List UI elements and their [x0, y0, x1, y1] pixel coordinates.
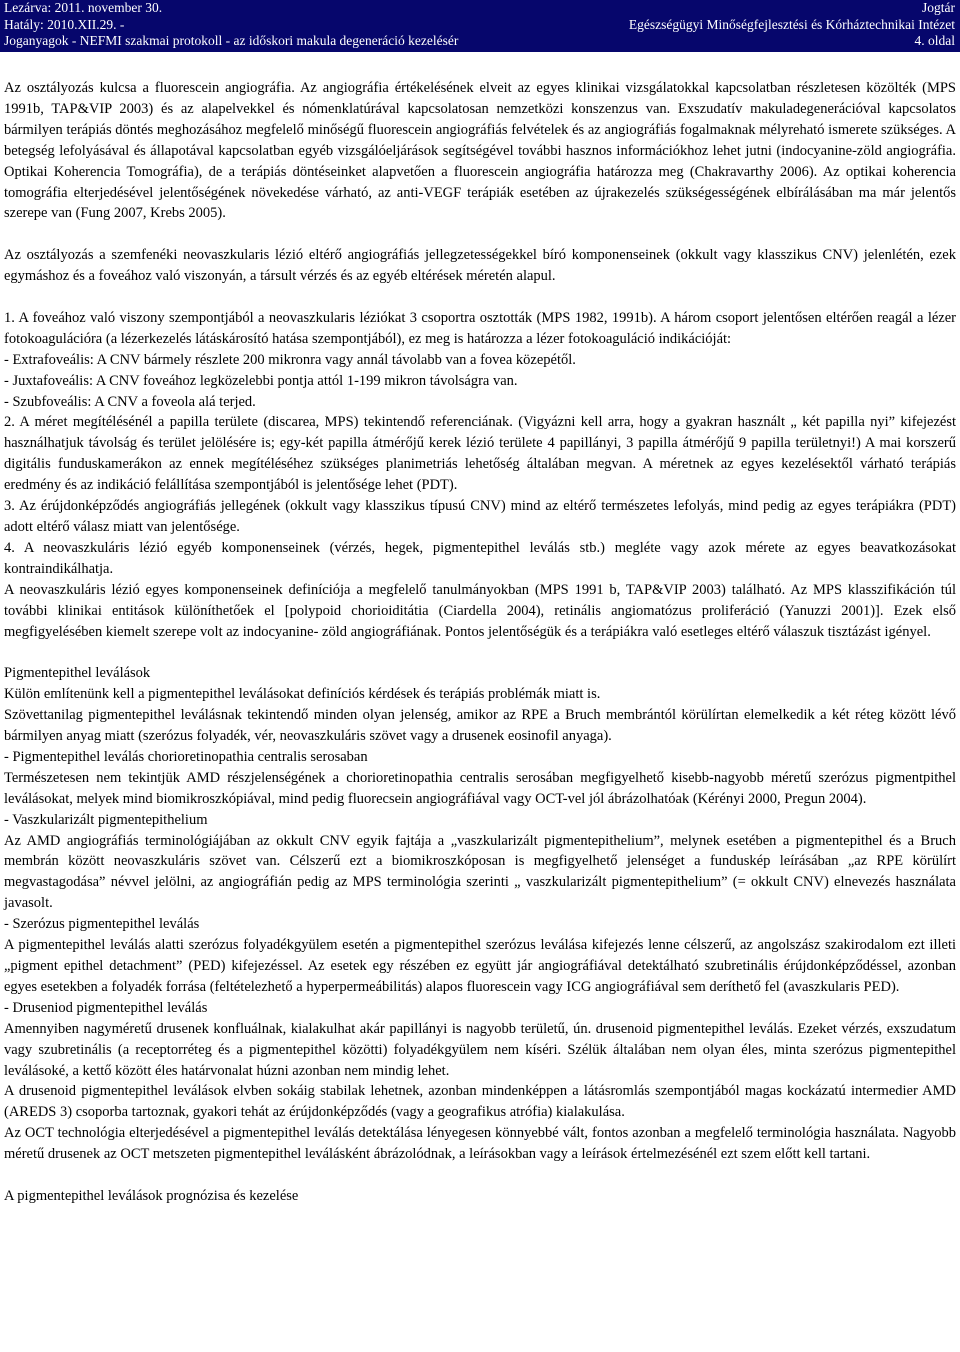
paragraph: Szövettanilag pigmentepithel leválásnak tekintendő minden olyan jelenség, amikor az RPE a Bruch membrántól körülírtan elemelkedik a két réteg között lévő bármilyen anyag miatt (szerózus folyadék, vér, neovaszkuláris szövet vagy a drusenek eosinofil anyaga). [4, 707, 956, 745]
publisher-name: Jogtár [922, 0, 955, 15]
document-body [4, 78, 956, 1207]
header-left [4, 0, 458, 50]
paragraph: A pigmentepithel leválás alatti szerózus folyadékgyülem esetén a pigmentepithel szerózus leválása kifejezés lenne célszerű, az angolszász szakirodalom ezt illeti „pigment epithel detachment” (PED) kifejezéssel. Az esetek egy részében ez együtt jár angiográfiával detektálható szubretinális érújdonképződéssel, azonban egyes esetekben a folyadék forrása (feltételezhető a hyperpermeábilitás) alapos fluorescein vagy ICG angiográfiával sem deríthető fel (avaszkularis PED). [4, 937, 956, 995]
list-item: - Extrafoveális: A CNV bármely részlete 200 mikronra vagy annál távolabb van a fovea közepétől. [4, 351, 576, 368]
subheading: - Szerózus pigmentepithel leválás [4, 916, 200, 933]
subheading: - Vaszkularizált pigmentepithelium [4, 811, 208, 828]
document-title: Joganyagok - NEFMI szakmai protokoll - az időskori makula degeneráció kezelésér [4, 33, 459, 48]
page-number: 4. oldal [914, 33, 955, 48]
section-heading: Pigmentepithel leválások [4, 665, 151, 682]
paragraph: Az osztályozás a szemfenéki neovaszkularis lézió eltérő angiográfiás jellegzetességekkel bíró komponenseinek (okkult vagy klasszikus CNV) jelenlétén, ezek egymáshoz és a foveához való viszonyán, a társult vérzés és az egyéb eltérések méretén alapul. [4, 247, 956, 285]
header-right [629, 0, 955, 50]
paragraph: Az OCT technológia elterjedésével a pigmentepithel leválás detektálása lényegesen könnyebbé vált, fontos azonban a megfelelő terminológia használata. Nagyobb méretű drusenek az OCT metszeten pigmentepithel leválásként ábrázolódnak, a leírásokban vagy a leírások értelmezésénél ezt szem előtt kell tartani. [4, 1125, 956, 1163]
paragraph: Külön említenünk kell a pigmentepithel leválásokat definíciós kérdések és terápiás problémák miatt is. [4, 686, 601, 703]
subheading: - Druseniod pigmentepithel leválás [4, 999, 208, 1016]
paragraph: Az osztályozás kulcsa a fluorescein angiográfia. Az angiográfia értékelésének elveit az egyes klinikai vizsgálatokkal kapcsolatban részletesen közölték (MPS 1991b, TAP&VIP 2003) és az alapelvekkel és nómenklatúrával kapcsolatosan nemzetközi konszenzus van. Exszudatív makuladegenerációval kapcsolatos bármilyen terápiás döntés meghozásához megfelelő minőségű fluorescein angiográfiás felvételek és az angiográfiás fogalmaknak mélyreható ismerete szükséges. A betegség lefolyásával és állapotával kapcsolatban egyéb vizsgálóeljárások segítségével további hasznos információkhoz lehet jutni (indocyanine-zöld angiográfia. Optikai Koherencia Tomográfia), de a terápiás döntéseinket alapvetően a fluorescein angiográfia határozza meg (Chakravarthy 2006). Az optikai koherencia tomográfia elterjedésével jelentőségének növekedése várható, az anti-VEGF terápiák esetében az újrakezelés szükségességének elbírálásában ma már jelentős szerepe van (Fung 2007, Krebs 2005). [4, 80, 956, 222]
paragraph: 3. Az érújdonképződés angiográfiás jellegének (okkult vagy klasszikus típusú CNV) mind az eltérő természetes lefolyás, mind pedig az egyes terápiákra (PDT) adott eltérő válasz miatt van jelentősége. [4, 498, 956, 535]
closing-date: Lezárva: 2011. november 30. [4, 0, 163, 15]
list-item: - Juxtafoveális: A CNV foveához legközelebbi pontja attól 1-199 mikron távolságra van. [4, 372, 518, 389]
institute-name: Egészségügyi Minőségfejlesztési és Kórháztechnikai Intézet [628, 16, 955, 32]
effective-date: Hatály: 2010.XII.29. - [4, 16, 125, 32]
subheading: - Pigmentepithel leválás chorioretinopathia centralis serosaban [4, 748, 368, 765]
paragraph: Természetesen nem tekintjük AMD részjelenségének a chorioretinopathia centralis serosában megfigyelhető kisebb-nagyobb méretű szerózus pigmentpithel leválásokat, melyek mind biomikroszkópiával, mind pedig fluorecsein angiográfiával vagy OCT-vel jól ábrázolhatóak (Kérényi 2000, Pregun 2004). [4, 769, 956, 807]
list-item: - Szubfoveális: A CNV a foveola alá terjed. [4, 393, 256, 410]
paragraph: 4. A neovaszkuláris lézió egyéb komponenseinek (vérzés, hegek, pigmentepithel leválás stb.) megléte vagy azok mérete az egyes beavatkozásokat kontraindikálhatja. [4, 539, 956, 577]
paragraph: A drusenoid pigmentepithel leválások elvben sokáig stabilak lehetnek, azonban mindenképpen a látásromlás szempontjából magas kockázatú intermedier AMD (AREDS 3) csoporba tartoznak, gyakori tehát az érújdonképződés (vagy a geografikus atrófia) kialakulása. [4, 1083, 956, 1121]
paragraph: Az AMD angiográfiás terminológiájában az okkult CNV egyik fajtája a „vaszkularizált pigmentepithelium”, melynek esetében a pigmentepithel és a Bruch membrán között neovaszkuláris szövet van. Célszerű ezt a biomikroszkóposan is megfigyelhető jelenséget a funduskép leírásában „az RPE körülírt megvastagodása” névvel jelölni, az angiográfián pedig az MPS terminológia szerinti „ vaszkularizált pigmentepithelium” (= okkult CNV) elnevezés használata javasolt. [4, 832, 956, 912]
section-heading: A pigmentepithel leválások prognózisa és kezelése [4, 1187, 299, 1204]
document-header [0, 0, 960, 52]
paragraph: 1. A foveához való viszony szempontjából a neovaszkularis léziókat 3 csoportra osztották (MPS 1982, 1991b). A három csoport jelentősen eltérően reagál a lézer fotokoagulációra (a lézerkezelés látáskárosító hatása szempontjából), ez meg is határozza a lézer fotokoaguláció indikációját: [4, 309, 956, 347]
paragraph: 2. A méret megítélésénél a papilla területe (discarea, MPS) tekintendő referenciának. (Vigyázni kell arra, hogy a gyakran használt „ két papilla nyi” kifejezést használhatjuk távolság és terület jelölésére is; egy-két papilla átmérőjű kerek lézió területe 4 papillányi, 3 papilla átmérőjű 9 papilla területnyi!) A mai korszerű digitális funduskamerákon az ennek megítéléséhez szükséges planimetriás lehetőség általában megvan. A méretnek az egyes kezelésektől várható terápiás eredmény és az indikáció felállítása szempontjából is jelentősége lehet (PDT). [4, 414, 956, 494]
paragraph: A neovaszkuláris lézió egyes komponenseinek definíciója a megfelelő tanulmányokban (MPS 1991 b, TAP&VIP 2003) található. Az MPS klasszifikáción túl további klinikai entitások különíthetőek el [polypoid chorioiditátia (Ciardella 2004), retinális angiomatózus proliferáció (Yanuzzi 2001)]. Ezek első megfigyelésében kiemelt szerepe volt az indocyanine- zöld angiográfiának. Pontos jelentőségük és a terápiákra való esetleges eltérő válaszuk tisztázást igényel. [4, 581, 956, 640]
paragraph: Amennyiben nagyméretű drusenek konfluálnak, kialakulhat akár papillányi is nagyobb területű, ún. drusenoid pigmentepithel leválás. Ezeket vérzés, exszudatum vagy szubretinális (a receptorréteg és a pigmentepithel közötti) folyadékgyülem nem kíséri. Szélük általában nem olyan éles, minta szerózus pigmentepithel leválásoké, a kettő között éles határvonalat húzni azonban nem mindig lehet. [4, 1020, 956, 1079]
